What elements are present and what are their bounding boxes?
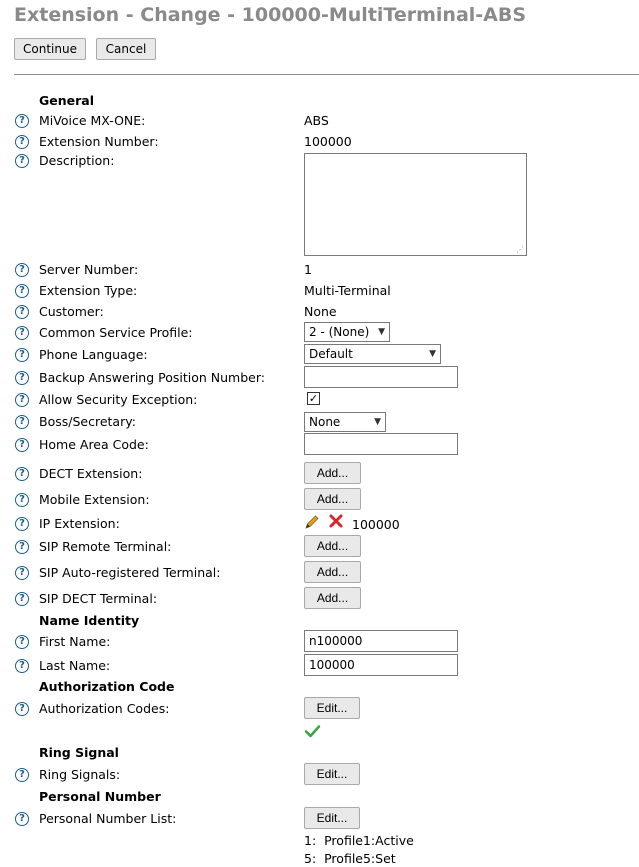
backup-answering-label: Backup Answering Position Number: bbox=[39, 370, 265, 385]
help-icon[interactable]: ? bbox=[15, 371, 29, 385]
common-service-profile-select[interactable] bbox=[304, 322, 390, 342]
help-icon[interactable]: ? bbox=[15, 326, 29, 340]
delete-icon[interactable] bbox=[329, 514, 343, 528]
help-icon[interactable]: ? bbox=[15, 812, 29, 826]
last-name-label: Last Name: bbox=[39, 658, 111, 673]
last-name-input[interactable] bbox=[304, 654, 458, 676]
customer-label: Customer: bbox=[39, 304, 104, 319]
pencil-icon[interactable] bbox=[304, 514, 320, 530]
backup-answering-input[interactable] bbox=[304, 366, 458, 388]
help-icon[interactable]: ? bbox=[15, 467, 29, 481]
help-icon[interactable]: ? bbox=[15, 493, 29, 507]
personal-number-list-edit-button[interactable]: Edit... bbox=[304, 807, 360, 829]
sip-dect-terminal-label: SIP DECT Terminal: bbox=[39, 591, 158, 606]
extension-number-value: 100000 bbox=[304, 134, 352, 149]
server-number-value: 1 bbox=[304, 262, 312, 277]
personal-number-item: 5: Profile5:Set bbox=[304, 851, 396, 866]
authorization-codes-label: Authorization Codes: bbox=[39, 701, 170, 716]
ip-extension-label: IP Extension: bbox=[39, 516, 120, 531]
home-area-code-label: Home Area Code: bbox=[39, 437, 149, 452]
boss-secretary-select[interactable] bbox=[304, 412, 386, 432]
extension-type-label: Extension Type: bbox=[39, 283, 138, 298]
header-divider bbox=[14, 74, 639, 75]
field-server-number bbox=[0, 261, 639, 283]
description-textarea[interactable] bbox=[304, 153, 527, 256]
first-name-input[interactable] bbox=[304, 630, 458, 652]
dect-extension-label: DECT Extension: bbox=[39, 466, 143, 481]
sip-remote-terminal-label: SIP Remote Terminal: bbox=[39, 539, 172, 554]
field-mivoice bbox=[0, 112, 639, 134]
personal-number-item: 1: Profile1:Active bbox=[304, 833, 414, 848]
dect-extension-add-button[interactable]: Add... bbox=[304, 462, 361, 484]
resize-grip-icon[interactable]: ⋰ bbox=[516, 245, 524, 254]
section-general: General bbox=[39, 93, 94, 108]
help-icon[interactable]: ? bbox=[15, 635, 29, 649]
mobile-extension-label: Mobile Extension: bbox=[39, 492, 150, 507]
allow-security-exception-checkbox[interactable]: ✓ bbox=[308, 392, 319, 405]
mobile-extension-add-button[interactable]: Add... bbox=[304, 488, 361, 510]
help-icon[interactable]: ? bbox=[15, 768, 29, 782]
sip-auto-registered-label: SIP Auto-registered Terminal: bbox=[39, 565, 221, 580]
phone-language-value: Default bbox=[309, 347, 353, 361]
help-icon[interactable]: ? bbox=[15, 393, 29, 407]
common-service-profile-value: 2 - (None) bbox=[309, 325, 370, 339]
chevron-down-icon: ▼ bbox=[429, 349, 436, 359]
cancel-button[interactable]: Cancel bbox=[96, 38, 156, 60]
customer-value: None bbox=[304, 304, 337, 319]
description-label: Description: bbox=[39, 153, 115, 168]
sip-remote-terminal-add-button[interactable]: Add... bbox=[304, 535, 361, 557]
section-name-identity: Name Identity bbox=[39, 613, 140, 628]
phone-language-select[interactable] bbox=[304, 344, 441, 364]
phone-language-label: Phone Language: bbox=[39, 347, 148, 362]
help-icon[interactable]: ? bbox=[15, 438, 29, 452]
sip-dect-terminal-add-button[interactable]: Add... bbox=[304, 587, 361, 609]
mivoice-value: ABS bbox=[304, 113, 329, 128]
first-name-label: First Name: bbox=[39, 634, 111, 649]
section-authorization-code: Authorization Code bbox=[39, 679, 175, 694]
help-icon[interactable]: ? bbox=[15, 566, 29, 580]
boss-secretary-value: None bbox=[309, 415, 341, 429]
common-service-profile-label: Common Service Profile: bbox=[39, 325, 193, 340]
ring-signals-edit-button[interactable]: Edit... bbox=[304, 763, 360, 785]
mivoice-label: MiVoice MX-ONE: bbox=[39, 113, 146, 128]
section-personal-number: Personal Number bbox=[39, 789, 161, 804]
help-icon[interactable]: ? bbox=[15, 114, 29, 128]
help-icon[interactable]: ? bbox=[15, 659, 29, 673]
help-icon[interactable]: ? bbox=[15, 702, 29, 716]
authorization-codes-edit-button[interactable]: Edit... bbox=[304, 697, 360, 719]
chevron-down-icon: ▼ bbox=[378, 327, 385, 337]
continue-button[interactable]: Continue bbox=[14, 38, 86, 60]
help-icon[interactable]: ? bbox=[15, 263, 29, 277]
help-icon[interactable]: ? bbox=[15, 284, 29, 298]
ip-extension-value: 100000 bbox=[352, 517, 400, 532]
section-ring-signal: Ring Signal bbox=[39, 745, 119, 760]
help-icon[interactable]: ? bbox=[15, 540, 29, 554]
help-icon[interactable]: ? bbox=[15, 305, 29, 319]
chevron-down-icon: ▼ bbox=[374, 417, 381, 427]
page-title: Extension - Change - 100000-MultiTerminal-ABS bbox=[14, 4, 527, 26]
extension-number-label: Extension Number: bbox=[39, 134, 159, 149]
help-icon[interactable]: ? bbox=[15, 517, 29, 531]
extension-type-value: Multi-Terminal bbox=[304, 283, 391, 298]
help-icon[interactable]: ? bbox=[15, 154, 29, 168]
help-icon[interactable]: ? bbox=[15, 415, 29, 429]
field-extension-type bbox=[0, 282, 639, 304]
server-number-label: Server Number: bbox=[39, 262, 139, 277]
allow-security-exception-label: Allow Security Exception: bbox=[39, 392, 198, 407]
help-icon[interactable]: ? bbox=[15, 348, 29, 362]
sip-auto-registered-add-button[interactable]: Add... bbox=[304, 561, 361, 583]
checkmark-icon bbox=[304, 724, 321, 738]
boss-secretary-label: Boss/Secretary: bbox=[39, 414, 136, 429]
home-area-code-input[interactable] bbox=[304, 433, 458, 455]
ring-signals-label: Ring Signals: bbox=[39, 767, 121, 782]
help-icon[interactable]: ? bbox=[15, 592, 29, 606]
personal-number-list-label: Personal Number List: bbox=[39, 811, 177, 826]
help-icon[interactable]: ? bbox=[15, 135, 29, 149]
